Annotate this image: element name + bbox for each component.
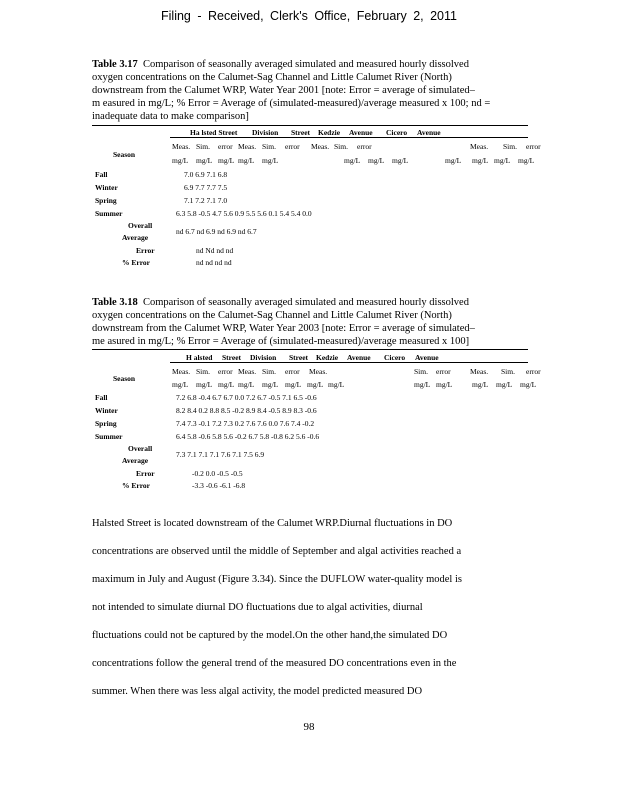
- subhead: Sim.: [196, 367, 210, 376]
- season-column-header: Season: [113, 374, 136, 383]
- unit-label: mg/L: [472, 156, 489, 165]
- subhead: Sim.: [262, 367, 276, 376]
- table-18-top-rule: [92, 349, 528, 350]
- unit-label: mg/L: [328, 380, 345, 389]
- row-values: 7.3 7.1 7.1 7.1 7.6 7.1 7.5 6.9: [176, 450, 265, 459]
- season-label: Summer: [95, 209, 123, 218]
- season-label: Winter: [95, 183, 118, 192]
- subhead: Meas.: [311, 142, 330, 151]
- caption-line-4: me asured in mg/L; % Error = Average of (simulated-measured)/average measured x 100]: [92, 336, 470, 347]
- station-street: Street: [291, 128, 311, 137]
- row-values: 7.1 7.2 7.1 7.0: [184, 196, 228, 205]
- overall-label: Overall: [128, 221, 153, 230]
- unit-label: mg/L: [392, 156, 409, 165]
- caption-line-2: oxygen concentrations on the Calumet-Sag Channel and Little Calumet River (North): [92, 310, 452, 321]
- subhead: Sim.: [196, 142, 210, 151]
- unit-label: mg/L: [238, 380, 255, 389]
- unit-label: mg/L: [436, 380, 453, 389]
- paragraph-line: concentrations are observed until the middle of September and algal activities reached a: [92, 546, 462, 557]
- station-division: Division: [250, 353, 277, 362]
- unit-label: mg/L: [368, 156, 385, 165]
- pct-error-label: % Error: [122, 258, 150, 267]
- caption-line-1: [92, 296, 528, 309]
- caption-line-1: [92, 58, 528, 71]
- season-label: Spring: [95, 196, 117, 205]
- caption-line-5: inadequate data to make comparison]: [92, 111, 249, 122]
- unit-label: mg/L: [307, 380, 324, 389]
- caption-line-4: m easured in mg/L; % Error = Average of (simulated-measured)/average measured x 100; nd =: [92, 98, 491, 109]
- station-avenue-2: Avenue: [417, 128, 441, 137]
- subhead: Meas.: [172, 142, 191, 151]
- station-cicero: Cicero: [384, 353, 406, 362]
- station-avenue: Avenue: [349, 128, 373, 137]
- unit-label: mg/L: [218, 156, 235, 165]
- row-values: 7.4 7.3 -0.1 7.2 7.3 0.2 7.6 7.6 0.0 7.6 7.4 -0.2: [176, 419, 315, 428]
- season-label: Spring: [95, 419, 117, 428]
- page-header: Filing - Received, Clerk's Office, February 2, 2011: [161, 9, 457, 23]
- subhead: Sim.: [503, 142, 517, 151]
- subhead: error: [285, 142, 300, 151]
- unit-label: mg/L: [445, 156, 462, 165]
- station-division: Division: [252, 128, 279, 137]
- station-avenue: Avenue: [347, 353, 371, 362]
- caption-line-3: downstream from the Calumet WRP, Water Year 2003 [note: Error = average of simulated–: [92, 323, 475, 334]
- paragraph-line: concentrations follow the general trend of the measured DO concentrations even in the: [92, 658, 457, 669]
- unit-label: mg/L: [285, 380, 302, 389]
- subhead: Sim.: [414, 367, 428, 376]
- station-halsted: Ha lsted Street: [190, 128, 238, 137]
- row-values: 6.3 5.8 -0.5 4.7 5.6 0.9 5.5 5.6 0.1 5.4 5.4 0.0: [176, 209, 312, 218]
- unit-label: mg/L: [238, 156, 255, 165]
- row-values: 7.2 6.8 -0.4 6.7 6.7 0.0 7.2 6.7 -0.5 7.1 6.5 -0.6: [176, 393, 317, 402]
- paragraph-line: maximum in July and August (Figure 3.34). Since the DUFLOW water-quality model is: [92, 574, 462, 585]
- caption-text: Comparison of seasonally averaged simulated and measured hourly dissolved: [142, 59, 469, 70]
- overall-label: Overall: [128, 444, 153, 453]
- subhead: error: [526, 367, 541, 376]
- subhead: error: [357, 142, 372, 151]
- unit-label: mg/L: [344, 156, 361, 165]
- subhead: Meas.: [470, 367, 489, 376]
- subhead: error: [218, 367, 233, 376]
- row-values: 7.0 6.9 7.1 6.8: [184, 170, 228, 179]
- unit-label: mg/L: [262, 156, 279, 165]
- station-cicero: Cicero: [386, 128, 408, 137]
- unit-label: mg/L: [414, 380, 431, 389]
- table-18-caption: [92, 296, 528, 348]
- station-kedzie: Kedzie: [318, 128, 341, 137]
- subhead: Meas.: [470, 142, 489, 151]
- subhead: error: [526, 142, 541, 151]
- unit-label: mg/L: [196, 380, 213, 389]
- header-rule: [170, 137, 528, 138]
- unit-label: mg/L: [172, 156, 189, 165]
- subhead: Meas.: [238, 367, 257, 376]
- station-halsted: H alsted: [186, 353, 213, 362]
- unit-label: mg/L: [262, 380, 279, 389]
- table-17-caption: [92, 58, 528, 123]
- table-18-label: Table 3.18: [92, 297, 138, 308]
- caption-line-2: oxygen concentrations on the Calumet-Sag Channel and Little Calumet River (North): [92, 72, 452, 83]
- unit-label: mg/L: [518, 156, 535, 165]
- paragraph-line: Halsted Street is located downstream of the Calumet WRP.Diurnal fluctuations in DO: [92, 518, 453, 529]
- row-values: nd Nd nd nd: [196, 246, 234, 255]
- season-column-header: Season: [113, 150, 136, 159]
- average-label: Average: [122, 233, 149, 242]
- caption-line-3: downstream from the Calumet WRP, Water Year 2001 [note: Error = average of simulated–: [92, 85, 475, 96]
- row-values: nd 6.7 nd 6.9 nd 6.9 nd 6.7: [176, 227, 257, 236]
- page-number: 98: [303, 721, 315, 733]
- table-17-top-rule: [92, 125, 528, 126]
- unit-label: mg/L: [218, 380, 235, 389]
- unit-label: mg/L: [172, 380, 189, 389]
- subhead: error: [218, 142, 233, 151]
- paragraph-line: not intended to simulate diurnal DO fluctuations due to algal activities, diurnal: [92, 602, 423, 613]
- subhead: error: [436, 367, 451, 376]
- unit-label: mg/L: [520, 380, 537, 389]
- subhead: error: [285, 367, 300, 376]
- unit-label: mg/L: [196, 156, 213, 165]
- season-label: Fall: [95, 170, 108, 179]
- subhead: Sim.: [501, 367, 515, 376]
- row-values: 8.2 8.4 0.2 8.8 8.5 -0.2 8.9 8.4 -0.5 8.9 8.3 -0.6: [176, 406, 317, 415]
- season-label: Winter: [95, 406, 118, 415]
- station-street: Street: [222, 353, 242, 362]
- station-kedzie: Kedzie: [316, 353, 339, 362]
- header-rule: [170, 362, 528, 363]
- unit-label: mg/L: [472, 380, 489, 389]
- row-values: 6.9 7.7 7.7 7.5: [184, 183, 228, 192]
- station-street-2: Street: [289, 353, 309, 362]
- subhead: Meas.: [309, 367, 328, 376]
- subhead: Sim.: [334, 142, 348, 151]
- subhead: Meas.: [172, 367, 191, 376]
- season-label: Summer: [95, 432, 123, 441]
- paragraph-line: summer. When there was less algal activity, the model predicted measured DO: [92, 686, 423, 697]
- unit-label: mg/L: [496, 380, 513, 389]
- paragraph-line: fluctuations could not be captured by the model.On the other hand,the simulated DO: [92, 630, 448, 641]
- subhead: Meas.: [238, 142, 257, 151]
- row-values: -0.2 0.0 -0.5 -0.5: [192, 469, 243, 478]
- row-values: nd nd nd nd: [196, 258, 232, 267]
- error-label: Error: [136, 246, 155, 255]
- table-17-label: Table 3.17: [92, 59, 138, 70]
- average-label: Average: [122, 456, 149, 465]
- pct-error-label: % Error: [122, 481, 150, 490]
- season-label: Fall: [95, 393, 108, 402]
- error-label: Error: [136, 469, 155, 478]
- row-values: 6.4 5.8 -0.6 5.8 5.6 -0.2 6.7 5.8 -0.8 6.2 5.6 -0.6: [176, 432, 320, 441]
- station-avenue-2: Avenue: [415, 353, 439, 362]
- unit-label: mg/L: [494, 156, 511, 165]
- row-values: -3.3 -0.6 -6.1 -6.8: [192, 481, 246, 490]
- subhead: Sim.: [262, 142, 276, 151]
- caption-text: Comparison of seasonally averaged simulated and measured hourly dissolved: [142, 297, 469, 308]
